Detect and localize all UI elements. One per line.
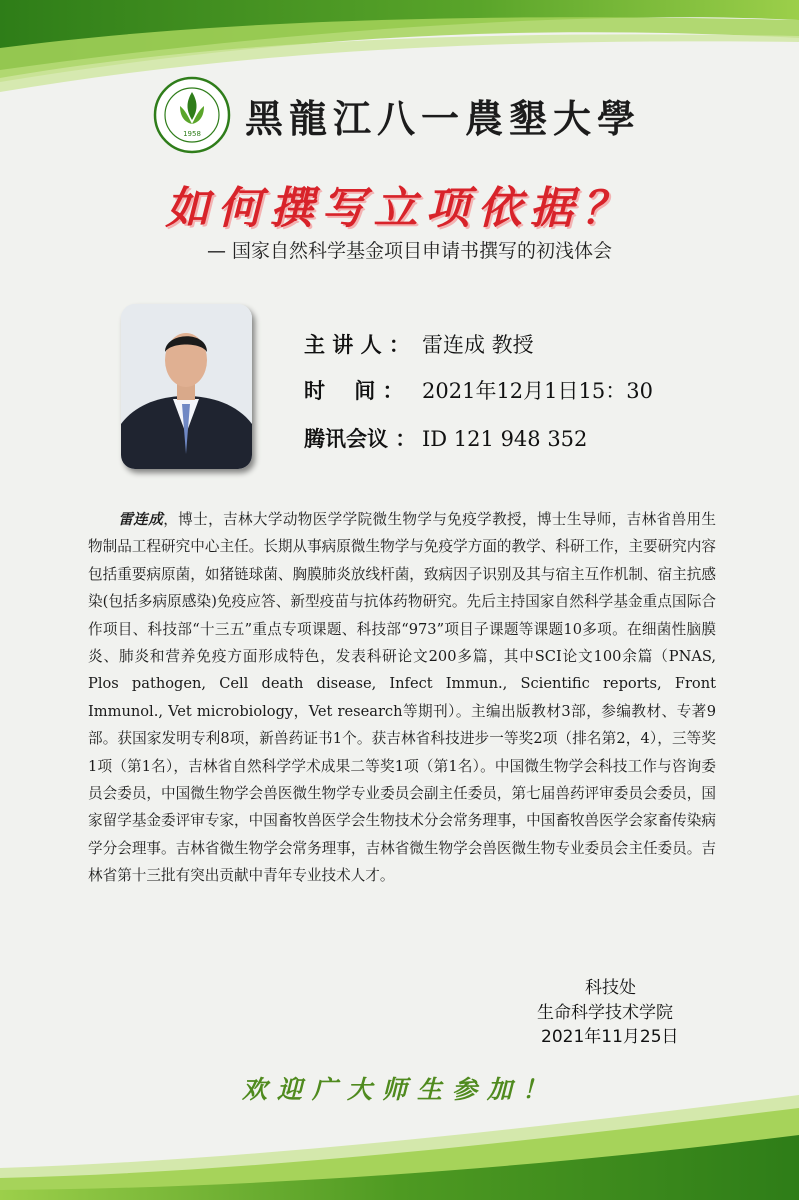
university-name: 黑龍江八一農墾大學 xyxy=(245,96,642,141)
info-meeting-key: 腾讯会议 ： xyxy=(304,426,417,451)
bio-text: ，博士，吉林大学动物医学学院微生物学与免疫学教授，博士生导师，吉林省兽用生物制品工程研究中心主任。长期从事病原微生物学与免疫学方面的教学、科研工作，主要研究内容包括重要病原菌，如猪链球菌、胸膜肺炎放线杆菌，致病因子识别及其与宿主互作机制、宿主抗感染(包括多病原感染)免疫应答、新型疫苗与抗体药物研究。先后主持国家自然科学基金重点国际合作项目、科技部“十三五”重点专项课题、科技部“973”项目子课题等课题10多项。在细菌性脑膜炎、肺炎和营养免疫方面形成特色，发表科研论文200多篇，其中SCI论文100余篇（PNAS, Plos pathogen, Cell death disease, Infect Immun., Scientific reports, Front Immunol., Vet microbiology，Vet research等期刊）。主编出版教材3部，参编教材、专著9部。获国家发明专利8项，新兽药证书1个。获吉林省科技进步一等奖2项（排名第2，4），三等奖1项（第1名），吉林省自然科学学术成果二等奖1项（第1名）。中国微生物学会科技工作与咨询委员会委员，中国微生物学会兽医微生物学专业委员会副主任委员，第七届兽药评审委员会委员，国家留学基金委评审专家，中国畜牧兽医学会生物技术分会常务理事，中国畜牧兽医学会家畜传染病学分会理事。吉林省微生物学会常务理事，吉林省微生物学会兽医微生物专业委员会主任委员。吉林省第十三批有突出贡献中青年专业技术人才。 xyxy=(88,511,716,885)
seal-year: 1958 xyxy=(183,130,201,138)
signature-date: 2021年11月25日 xyxy=(541,1027,679,1047)
info-time xyxy=(304,375,653,405)
info-speaker xyxy=(304,329,534,359)
poster-title: 如何撰写立项依据？ xyxy=(165,183,634,234)
info-time-key: 时 间 ： xyxy=(304,378,404,403)
info-meeting-value: ID 121 948 352 xyxy=(422,427,588,451)
university-logo xyxy=(153,76,642,156)
info-speaker-value: 雷连成 教授 xyxy=(422,333,534,357)
info-time-value: 2021年12月1日15：30 xyxy=(422,379,653,403)
speaker-photo xyxy=(121,304,252,469)
info-speaker-key: 主 讲 人 ： xyxy=(304,332,410,357)
university-seal-icon xyxy=(153,76,231,154)
poster-subtitle: — 国家自然科学基金项目申请书撰写的初浅体会 xyxy=(207,240,613,262)
signature-dept1: 科技处 xyxy=(585,978,636,998)
info-meeting xyxy=(304,423,587,453)
bio-name: 雷连成 xyxy=(118,511,164,528)
speaker-bio xyxy=(88,506,716,890)
welcome-banner: 欢迎广大师生参加！ xyxy=(241,1075,557,1104)
signature-dept2: 生命科学技术学院 xyxy=(537,1003,673,1023)
